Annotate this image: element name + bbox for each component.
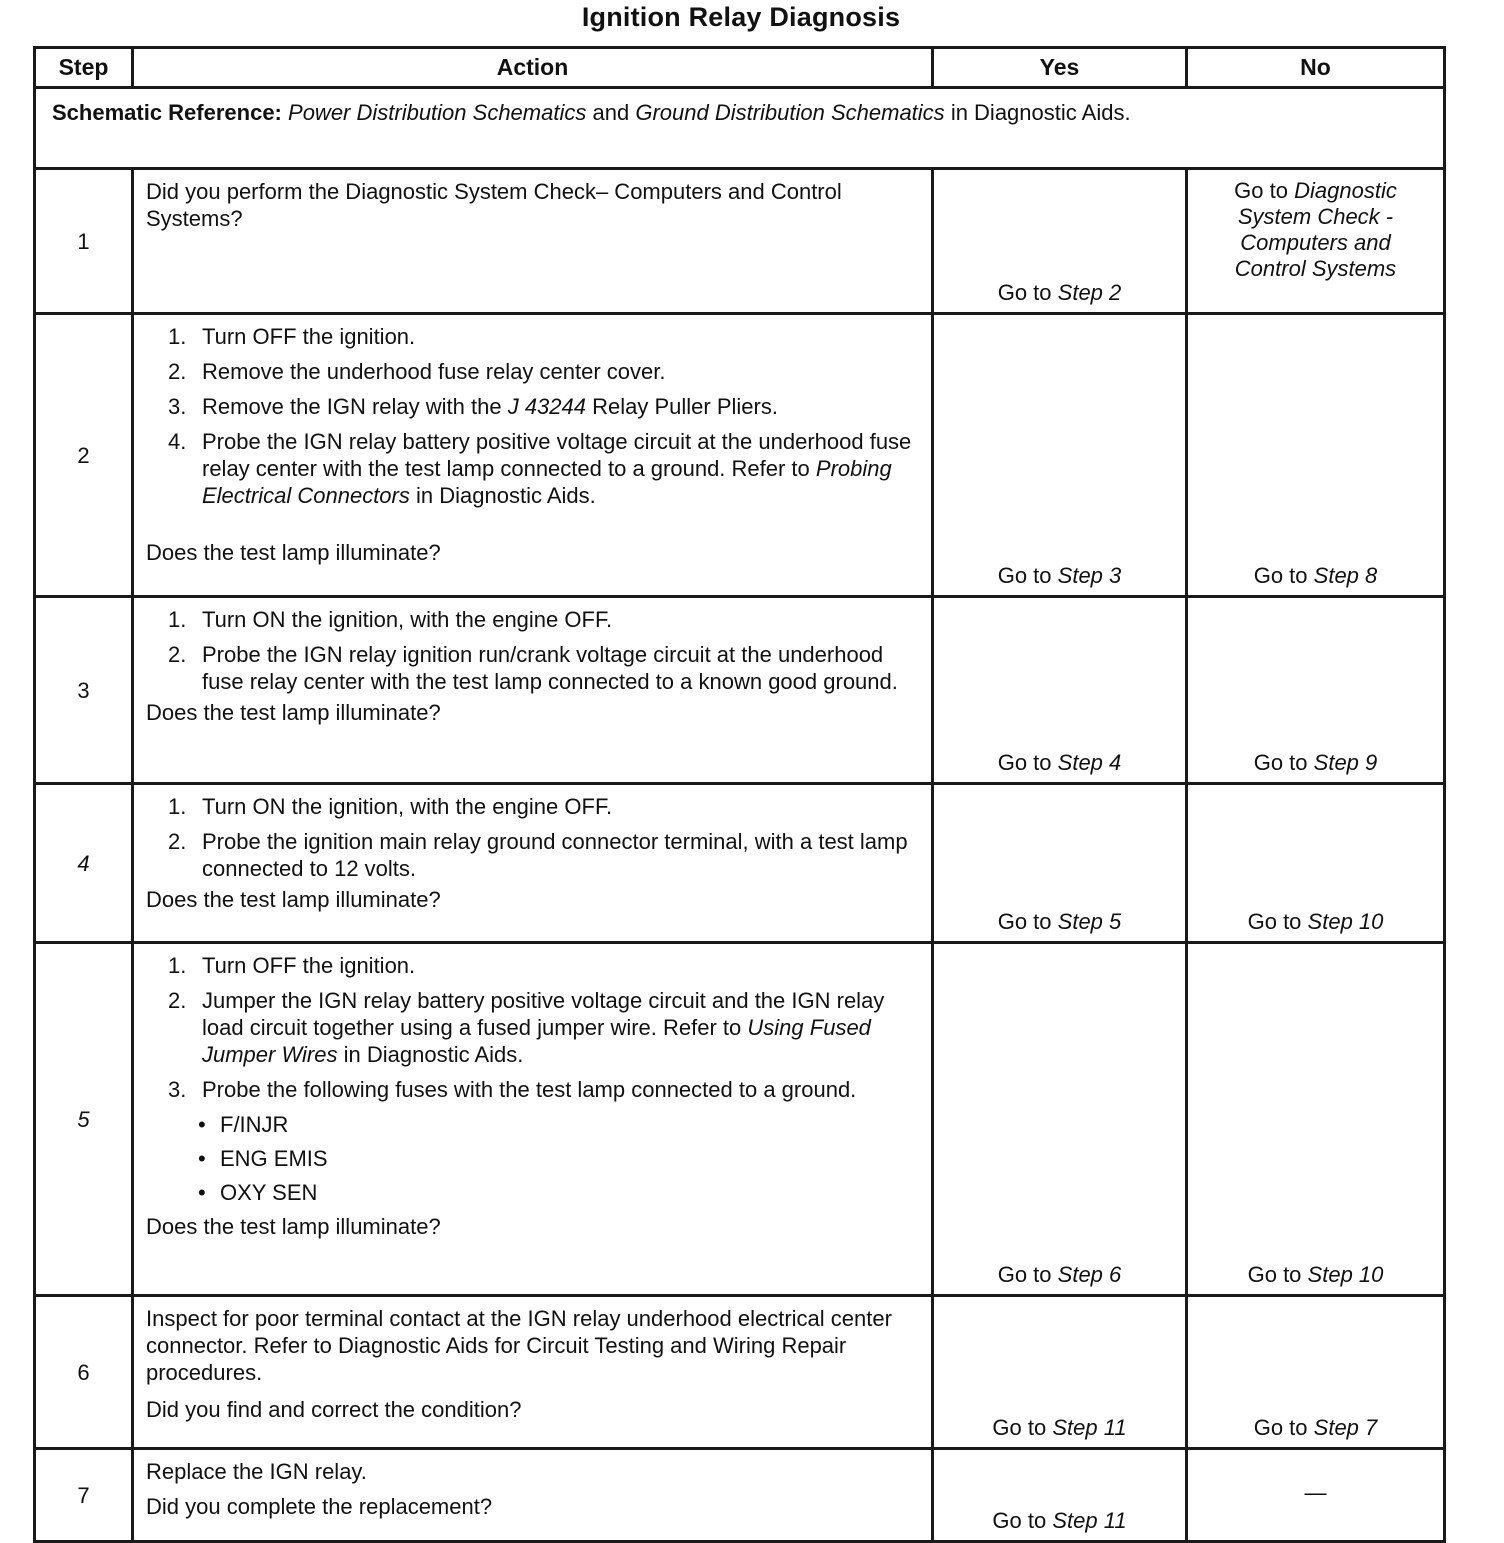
action-cell	[133, 1296, 933, 1449]
item-number: 2.	[168, 988, 187, 1013]
yes-target: Step 6	[1057, 1262, 1122, 1287]
yes-cell	[933, 1296, 1187, 1449]
no-cell	[1187, 314, 1445, 597]
schematic-suffix: in Diagnostic Aids.	[950, 100, 1131, 125]
instruction-item	[168, 323, 925, 350]
list-item: • ENG EMIS	[220, 1145, 925, 1172]
no-cell	[1187, 169, 1445, 314]
instruction-item	[168, 793, 925, 820]
no-target: Step 7	[1313, 1415, 1378, 1440]
item-number: 1.	[168, 324, 187, 349]
fuse-list	[202, 1111, 925, 1206]
tool-reference: J 43244	[507, 394, 586, 419]
no-cell	[1187, 943, 1445, 1296]
instruction-list	[146, 952, 925, 1206]
no-target: —	[1304, 1479, 1327, 1505]
schematic-row	[35, 88, 1445, 169]
table-row	[35, 314, 1445, 597]
step-number-text: 5	[77, 1106, 90, 1132]
table-row	[35, 784, 1445, 943]
goto-prefix: Go to	[1253, 1415, 1308, 1440]
item-number: 2.	[168, 359, 187, 384]
action-cell	[133, 597, 933, 784]
goto-prefix: Go to	[1253, 750, 1308, 775]
table-row	[35, 597, 1445, 784]
no-target: Step 10	[1307, 1262, 1384, 1287]
item-text: Remove the IGN relay with the	[202, 394, 502, 419]
yes-cell	[933, 597, 1187, 784]
goto-prefix: Go to	[997, 1262, 1052, 1287]
item-text: Probe the ignition main relay ground connector terminal, with a test lamp connected to 12 volts.	[202, 829, 908, 881]
item-number: 2.	[168, 829, 187, 854]
header-no: No	[1187, 48, 1445, 88]
no-target: Step 10	[1307, 909, 1384, 934]
item-text: Turn OFF the ignition.	[202, 953, 416, 978]
schematic-label: Schematic Reference:	[52, 100, 282, 125]
header-yes: Yes	[933, 48, 1187, 88]
table-row	[35, 1449, 1445, 1542]
yes-cell	[933, 314, 1187, 597]
step-number: 7	[35, 1449, 133, 1542]
step-number: 2	[35, 314, 133, 597]
list-item: • F/INJR	[220, 1111, 925, 1138]
item-number: 3.	[168, 394, 187, 419]
no-target: Step 9	[1313, 750, 1378, 775]
item-text: in Diagnostic Aids.	[416, 483, 596, 508]
table-row	[35, 1296, 1445, 1449]
table-row	[35, 169, 1445, 314]
goto-prefix: Go to	[1247, 909, 1302, 934]
yes-target: Step 4	[1057, 750, 1122, 775]
action-cell	[133, 784, 933, 943]
yes-target: Step 3	[1057, 563, 1122, 588]
goto-prefix: Go to	[992, 1508, 1047, 1533]
schematic-and: and	[592, 100, 630, 125]
doc-reference: Using Fused Jumper Wires	[202, 1015, 871, 1067]
item-text: Remove the underhood fuse relay center cover.	[202, 359, 666, 384]
header-action: Action	[133, 48, 933, 88]
no-cell	[1187, 784, 1445, 943]
goto-prefix: Go to	[997, 563, 1052, 588]
action-text: Did you perform the Diagnostic System Check– Computers and Control Systems?	[146, 179, 842, 231]
action-cell	[133, 1449, 933, 1542]
item-text: Jumper the IGN relay battery positive voltage circuit and the IGN relay load circuit together using a fused jumper wire. Refer to	[202, 988, 885, 1040]
question-text: Did you complete the replacement?	[146, 1494, 493, 1519]
goto-prefix: Go to	[1247, 1262, 1302, 1287]
item-number: 4.	[168, 429, 187, 454]
header-row	[35, 48, 1445, 88]
item-text: Relay Puller Pliers.	[592, 394, 778, 419]
item-text: Turn ON the ignition, with the engine OFF.	[202, 607, 613, 632]
yes-target: Step 2	[1057, 280, 1122, 305]
item-number: 1.	[168, 794, 187, 819]
instruction-item	[168, 428, 925, 509]
schematic-ref-power: Power Distribution Schematics	[288, 100, 587, 125]
instruction-item	[168, 987, 925, 1068]
question-text: Does the test lamp illuminate?	[146, 1214, 441, 1239]
instruction-item	[168, 393, 925, 420]
page-title: Ignition Relay Diagnosis	[581, 2, 901, 32]
instruction-item	[168, 1076, 925, 1206]
action-text: Replace the IGN relay.	[146, 1459, 367, 1484]
step-number	[35, 943, 133, 1296]
no-cell	[1187, 1296, 1445, 1449]
no-target-line: Diagnostic	[1294, 178, 1397, 203]
yes-target: Step 11	[1052, 1415, 1127, 1440]
item-number: 1.	[168, 953, 187, 978]
no-cell	[1187, 1449, 1445, 1542]
yes-cell	[933, 1449, 1187, 1542]
instruction-item	[168, 358, 925, 385]
diagnosis-table	[33, 46, 1446, 1543]
instruction-item	[168, 606, 925, 633]
instruction-list	[146, 793, 925, 882]
no-target-line: Computers and	[1240, 230, 1391, 255]
step-number: 6	[35, 1296, 133, 1449]
step-number-text: 4	[77, 850, 90, 876]
goto-prefix: Go to	[1234, 178, 1288, 203]
step-number: 1	[35, 169, 133, 314]
instruction-list	[146, 606, 925, 695]
yes-target: Step 11	[1052, 1508, 1127, 1533]
question-text: Did you find and correct the condition?	[146, 1397, 522, 1422]
instruction-list	[146, 323, 925, 509]
yes-cell	[933, 784, 1187, 943]
item-text: Probe the IGN relay ignition run/crank voltage circuit at the underhood fuse relay center with the test lamp connected to a known good ground.	[202, 642, 898, 694]
item-text: Probe the IGN relay battery positive voltage circuit at the underhood fuse relay center with the test lamp connected to a ground. Refer to	[202, 429, 912, 481]
item-number: 1.	[168, 607, 187, 632]
list-item: • OXY SEN	[220, 1179, 925, 1206]
no-target-line: System Check -	[1237, 204, 1394, 229]
goto-prefix: Go to	[992, 1415, 1047, 1440]
schematic-reference	[35, 88, 1445, 169]
instruction-item	[168, 952, 925, 979]
goto-prefix: Go to	[1253, 563, 1308, 588]
item-number: 3.	[168, 1077, 187, 1102]
yes-target: Step 5	[1057, 909, 1122, 934]
yes-cell	[933, 169, 1187, 314]
no-target: Step 8	[1313, 563, 1378, 588]
yes-cell	[933, 943, 1187, 1296]
action-cell	[133, 314, 933, 597]
item-text: Probe the following fuses with the test lamp connected to a ground.	[202, 1077, 857, 1102]
question-text: Does the test lamp illuminate?	[146, 887, 441, 912]
table-row	[35, 943, 1445, 1296]
action-text: Inspect for poor terminal contact at the IGN relay underhood electrical center connector. Refer to Diagnostic Aids for Circuit Testing and Wiring Repair procedures.	[146, 1306, 892, 1385]
item-text: Turn OFF the ignition.	[202, 324, 416, 349]
goto-prefix: Go to	[997, 909, 1052, 934]
action-cell	[133, 943, 933, 1296]
item-text: Turn ON the ignition, with the engine OFF.	[202, 794, 613, 819]
no-cell	[1187, 597, 1445, 784]
goto-prefix: Go to	[997, 280, 1052, 305]
step-number: 3	[35, 597, 133, 784]
doc-reference: Probing Electrical Connectors	[202, 456, 892, 508]
schematic-ref-ground: Ground Distribution Schematics	[635, 100, 945, 125]
item-text: in Diagnostic Aids.	[343, 1042, 524, 1067]
step-number	[35, 784, 133, 943]
instruction-item	[168, 828, 925, 882]
no-target-line: Control Systems	[1234, 256, 1397, 281]
question-text: Does the test lamp illuminate?	[146, 700, 441, 725]
instruction-item	[168, 641, 925, 695]
item-number: 2.	[168, 642, 187, 667]
header-step: Step	[35, 48, 133, 88]
action-cell	[133, 169, 933, 314]
question-text: Does the test lamp illuminate?	[146, 540, 441, 565]
goto-prefix: Go to	[997, 750, 1052, 775]
